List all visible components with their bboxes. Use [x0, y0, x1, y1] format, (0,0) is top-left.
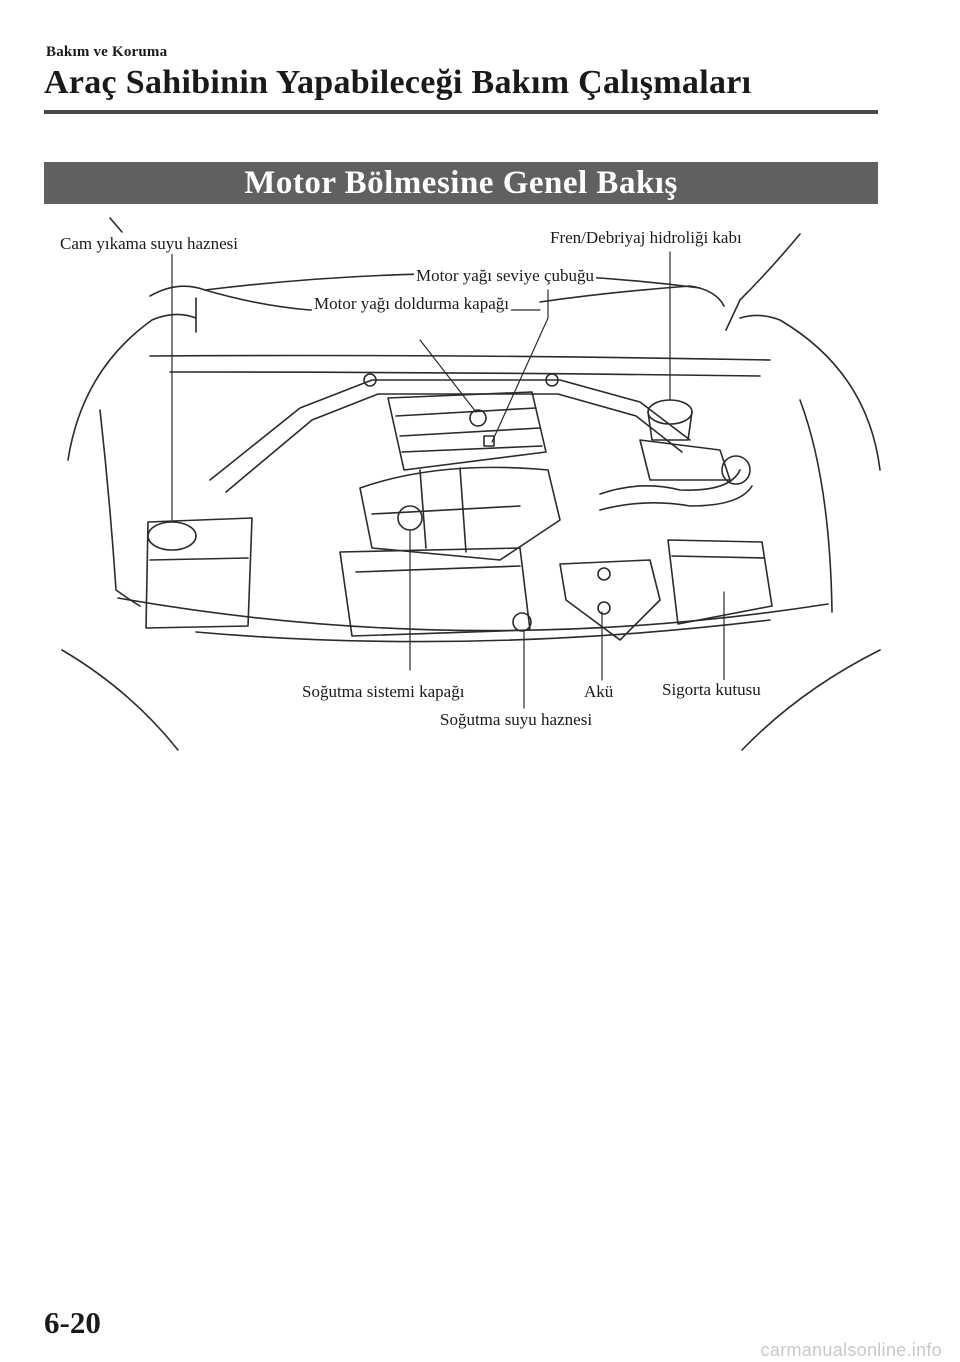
- leader-lines: [172, 252, 724, 708]
- engine-block: [360, 392, 560, 560]
- cooling-system-cap-label: Soğutma sistemi kapağı: [302, 682, 465, 701]
- watermark: carmanualsonline.info: [760, 1340, 942, 1360]
- fuse-box: [668, 540, 772, 624]
- section-label: Bakım ve Koruma: [46, 44, 168, 60]
- oil-dipstick-label: Motor yağı seviye çubuğu: [416, 266, 594, 285]
- battery-label: Akü: [584, 682, 614, 701]
- battery-area: [340, 506, 531, 636]
- hoses: [560, 456, 752, 640]
- page-number: 6-20: [44, 1305, 101, 1340]
- oil-filler-cap-label: Motor yağı doldurma kapağı: [314, 294, 509, 313]
- coolant-reservoir-label: Soğutma suyu haznesi: [440, 710, 593, 729]
- brake-clutch-reservoir-label: Fren/Debriyaj hidroliği kabı: [550, 228, 742, 247]
- fuse-box-label: Sigorta kutusu: [662, 680, 761, 699]
- page-title: Araç Sahibinin Yapabileceği Bakım Çalışmaları: [44, 64, 752, 101]
- section-band-title: Motor Bölmesine Genel Bakış: [44, 162, 878, 204]
- washer-reservoir-label: Cam yıkama suyu haznesi: [60, 234, 238, 253]
